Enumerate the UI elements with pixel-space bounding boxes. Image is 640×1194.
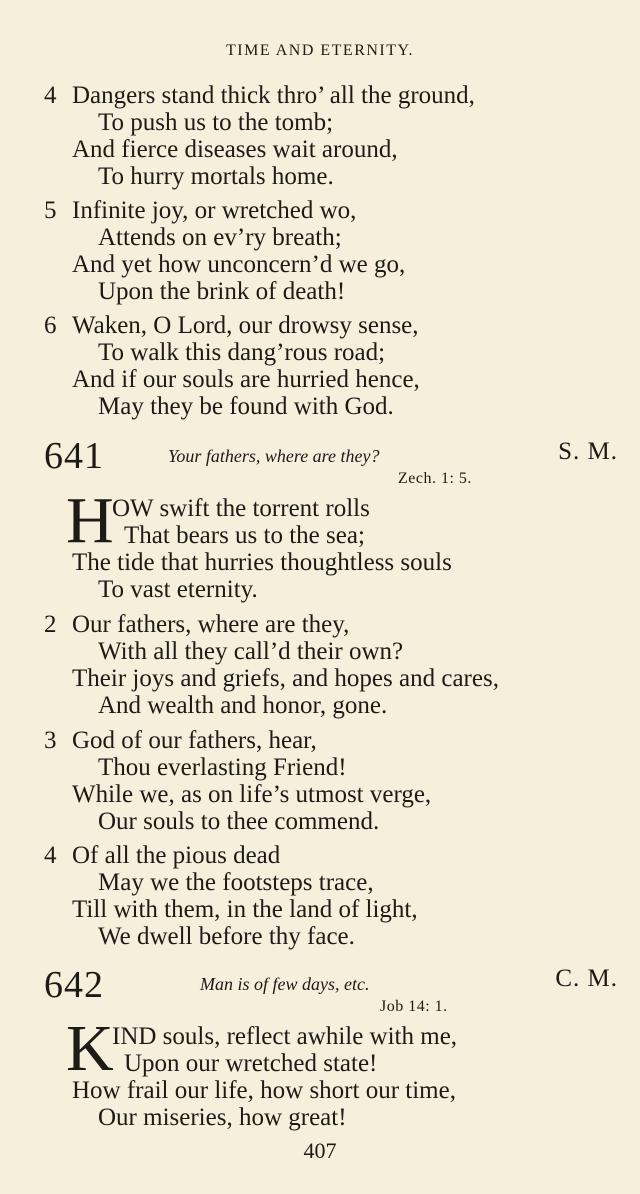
verse-line: And wealth and honor, gone.: [98, 692, 388, 719]
verse-number: 6: [44, 312, 57, 339]
verse-line: To walk this dang’rous road;: [98, 339, 386, 366]
hymn-number: 642: [44, 964, 104, 1006]
verse-number: 3: [44, 727, 57, 754]
verse-line: Upon the brink of death!: [98, 278, 346, 305]
verse-line: To hurry mortals home.: [98, 163, 334, 190]
verse-line: IND souls, reflect awhile with me,: [112, 1023, 458, 1050]
verse-number: 2: [44, 611, 57, 638]
hymn-meter: C. M.: [555, 965, 618, 992]
hymn-number: 641: [44, 435, 104, 477]
verse-line: Thou everlasting Friend!: [98, 754, 347, 781]
verse-line: We dwell before thy face.: [98, 923, 355, 950]
verse-line: Upon our wretched state!: [124, 1050, 378, 1077]
drop-cap: H: [66, 484, 114, 557]
verse-line: And yet how unconcern’d we go,: [72, 251, 406, 278]
verse-line: Infinite joy, or wretched wo,: [72, 197, 357, 224]
hymn-theme: Man is of few days, etc.: [200, 974, 370, 994]
verse-line: And fierce diseases wait around,: [72, 136, 398, 163]
scripture-reference: Zech. 1: 5.: [398, 470, 472, 487]
verse-number: 5: [44, 197, 57, 224]
scripture-reference: Job 14: 1.: [380, 998, 448, 1015]
verse-line: And if our souls are hurried hence,: [72, 366, 420, 393]
verse-line: God of our fathers, hear,: [72, 727, 317, 754]
verse-line: OW swift the torrent rolls: [112, 495, 370, 522]
drop-cap: K: [66, 1012, 114, 1085]
verse-number: 4: [44, 842, 57, 869]
verse-line: While we, as on life’s utmost verge,: [72, 781, 432, 808]
verse-line: Waken, O Lord, our drowsy sense,: [72, 312, 419, 339]
verse-line: May they be found with God.: [98, 393, 394, 420]
page-number: 407: [303, 1138, 337, 1163]
verse-line: Our souls to thee commend.: [98, 808, 380, 835]
hymn-theme: Your fathers, where are they?: [168, 446, 380, 466]
verse-number: 4: [44, 82, 57, 109]
verse-line: May we the footsteps trace,: [98, 869, 374, 896]
verse-line: To push us to the tomb;: [98, 109, 334, 136]
verse-line: Our fathers, where are they,: [72, 611, 350, 638]
verse-line: How frail our life, how short our time,: [72, 1077, 456, 1104]
verse-line: Dangers stand thick thro’ all the ground,: [72, 82, 475, 109]
verse-line: Of all the pious dead: [72, 842, 281, 869]
verse-line: To vast eternity.: [98, 576, 258, 603]
hymn-meter: S. M.: [558, 438, 618, 465]
running-head: TIME AND ETERNITY.: [225, 42, 415, 59]
verse-line: Our miseries, how great!: [98, 1104, 347, 1131]
verse-line: Their joys and griefs, and hopes and cares,: [72, 665, 499, 692]
verse-line: The tide that hurries thoughtless souls: [72, 549, 452, 576]
verse-line: Till with them, in the land of light,: [72, 896, 418, 923]
verse-line: Attends on ev’ry breath;: [98, 224, 342, 251]
verse-line: With all they call’d their own?: [98, 638, 404, 665]
verse-line: That bears us to the sea;: [124, 522, 365, 549]
